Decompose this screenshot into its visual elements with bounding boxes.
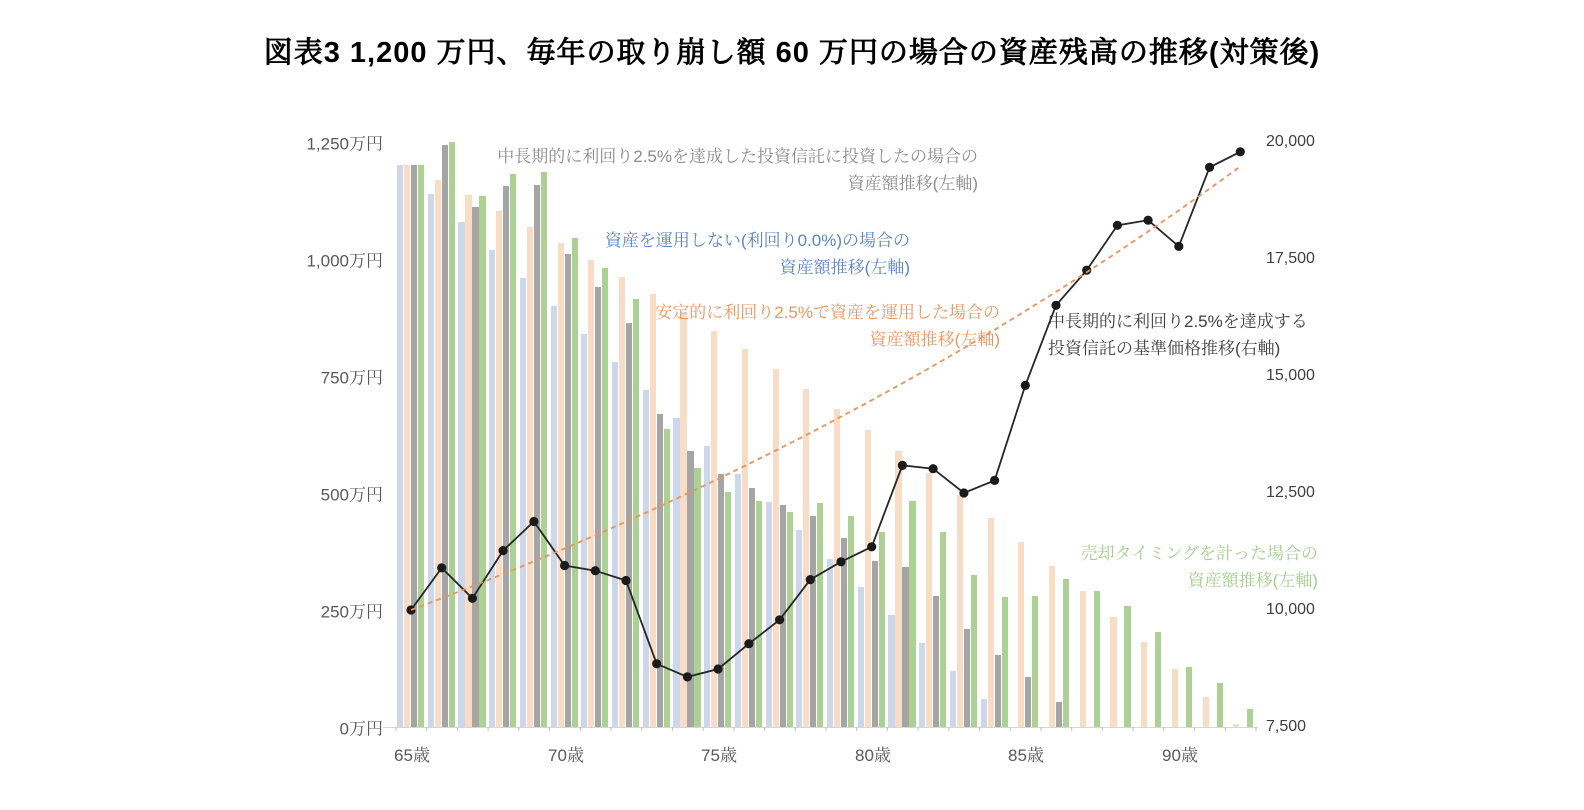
bar xyxy=(551,306,557,727)
bar xyxy=(472,207,478,727)
bar xyxy=(711,331,717,727)
bar xyxy=(725,492,731,727)
left-axis-tick-label: 1,000万円 xyxy=(306,251,383,271)
bar xyxy=(449,142,455,727)
bar xyxy=(612,362,618,727)
x-axis-tick-label: 80歳 xyxy=(855,746,891,765)
bar xyxy=(704,446,710,727)
bar xyxy=(397,165,403,727)
bar xyxy=(1080,591,1086,727)
bar xyxy=(735,474,741,727)
bar xyxy=(694,468,700,727)
right-axis-tick-label: 15,000 xyxy=(1266,367,1315,384)
annotation-fund-invested xyxy=(497,143,978,197)
bar xyxy=(565,254,571,727)
bar xyxy=(1032,596,1038,727)
bar xyxy=(879,532,885,727)
fund-price-marker xyxy=(1205,163,1214,172)
bar xyxy=(902,567,908,727)
bar xyxy=(756,501,762,728)
bar xyxy=(1141,642,1147,727)
bar xyxy=(841,538,847,728)
bar xyxy=(527,227,533,727)
bar xyxy=(817,503,823,727)
bar xyxy=(981,699,987,727)
bar xyxy=(581,334,587,727)
bar xyxy=(827,559,833,728)
bar xyxy=(1002,597,1008,727)
bar xyxy=(496,211,502,727)
bar xyxy=(595,287,601,727)
bar xyxy=(520,278,526,727)
bar xyxy=(657,414,663,727)
bar xyxy=(1056,702,1062,727)
x-axis-line xyxy=(383,727,1258,728)
bar xyxy=(872,561,878,727)
annotation-line: 投資信託の基準価格推移(右軸) xyxy=(1048,339,1281,358)
bar xyxy=(742,349,748,727)
bar xyxy=(687,451,693,727)
bar xyxy=(1155,632,1161,728)
bar xyxy=(650,294,656,727)
bar xyxy=(848,516,854,727)
bar xyxy=(909,501,915,728)
fund-price-marker xyxy=(1082,266,1091,275)
bar xyxy=(919,643,925,727)
bar xyxy=(749,488,755,727)
x-axis-tick-label: 85歳 xyxy=(1008,746,1044,765)
bar xyxy=(803,389,809,727)
right-axis-tick-label: 20,000 xyxy=(1266,133,1315,150)
bar xyxy=(964,629,970,727)
fund-price-marker xyxy=(990,476,999,485)
bar xyxy=(1233,724,1239,727)
left-axis-tick-label: 500万円 xyxy=(320,485,383,505)
bar xyxy=(787,512,793,727)
bar xyxy=(418,165,424,727)
bar xyxy=(1049,566,1055,727)
bar xyxy=(1172,669,1178,727)
x-axis-tick-label: 90歳 xyxy=(1162,746,1198,765)
bar xyxy=(479,196,485,727)
left-axis-tick-label: 250万円 xyxy=(320,602,383,622)
bar xyxy=(858,587,864,727)
fund-price-marker xyxy=(1144,216,1153,225)
left-axis-tick-label: 750万円 xyxy=(320,368,383,388)
bar xyxy=(680,312,686,727)
fund-price-marker xyxy=(1236,147,1245,156)
annotation-line: 安定的に利回り2.5%で資産を運用した場合の xyxy=(655,303,1000,322)
fund-price-marker xyxy=(929,464,938,473)
bar xyxy=(534,185,540,727)
left-axis-tick-label: 1,250万円 xyxy=(306,134,383,154)
bar xyxy=(404,165,410,727)
fund-price-marker xyxy=(1021,381,1030,390)
annotation-line: 資産額推移(左軸) xyxy=(1187,571,1318,590)
bar xyxy=(626,323,632,727)
bar xyxy=(773,369,779,727)
bar xyxy=(1186,667,1192,727)
bar xyxy=(988,518,994,727)
right-axis-tick-label: 7,500 xyxy=(1266,718,1307,735)
bar xyxy=(810,516,816,727)
bar xyxy=(926,473,932,727)
bar xyxy=(888,615,894,727)
bar xyxy=(780,505,786,727)
bar xyxy=(510,174,516,727)
annotation-line: 中長期的に利回り2.5%を達成した投資信託に投資したの場合の xyxy=(497,147,978,166)
bar xyxy=(633,299,639,727)
annotation-line: 資産額推移(左軸) xyxy=(869,330,1000,349)
bar xyxy=(933,596,939,727)
bar xyxy=(643,390,649,727)
annotation-line: 資産額推移(左軸) xyxy=(847,174,978,193)
chart-title: 図表3 1,200 万円、毎年の取り崩し額 60 万円の場合の資産残高の推移(対策後) xyxy=(263,37,1321,69)
bar xyxy=(673,418,679,727)
bar xyxy=(1203,697,1209,727)
x-axis-tick-label: 75歳 xyxy=(701,746,737,765)
bar xyxy=(619,277,625,727)
bar xyxy=(664,429,670,727)
annotation-line: 売却タイミングを計った場合の xyxy=(1080,544,1318,563)
right-axis-tick-label: 17,500 xyxy=(1266,250,1315,267)
bar xyxy=(428,194,434,728)
right-axis-tick-label: 12,500 xyxy=(1266,484,1315,501)
bar xyxy=(895,451,901,727)
bar xyxy=(465,195,471,727)
bar xyxy=(1247,709,1253,727)
bar xyxy=(572,238,578,727)
fund-price-marker xyxy=(1174,242,1183,251)
bar xyxy=(1018,542,1024,727)
bar xyxy=(995,655,1001,727)
bar xyxy=(541,172,547,727)
bar xyxy=(1124,606,1130,727)
bar xyxy=(442,145,448,727)
bar xyxy=(1217,683,1223,727)
annotation-line: 資産を運用しない(利回り0.0%)の場合の xyxy=(604,231,910,250)
bar xyxy=(558,243,564,727)
annotation-fund-price xyxy=(1048,308,1308,362)
x-axis-tick-label: 65歳 xyxy=(394,746,430,765)
annotation-sell-timing xyxy=(1081,540,1318,594)
bar xyxy=(503,186,509,728)
bar xyxy=(411,165,417,727)
bar xyxy=(766,502,772,727)
annotation-stable-return xyxy=(655,299,1000,353)
bar xyxy=(1063,579,1069,727)
fund-price-marker xyxy=(1113,221,1122,230)
left-axis-tick-label: 0万円 xyxy=(339,719,383,739)
annotation-line: 資産額推移(左軸) xyxy=(779,258,910,277)
right-axis-tick-label: 10,000 xyxy=(1266,601,1315,618)
bar xyxy=(796,530,802,727)
bar xyxy=(458,222,464,727)
bar xyxy=(602,268,608,727)
bar xyxy=(718,474,724,727)
x-axis-tick-label: 70歳 xyxy=(548,746,584,765)
bar xyxy=(971,575,977,727)
bar xyxy=(1110,617,1116,727)
bar xyxy=(940,532,946,727)
bar xyxy=(950,671,956,727)
bar xyxy=(1094,591,1100,727)
bar xyxy=(435,180,441,727)
bar xyxy=(834,409,840,727)
bar xyxy=(865,430,871,727)
bar xyxy=(957,495,963,727)
bar xyxy=(588,260,594,728)
bar xyxy=(489,250,495,727)
bar xyxy=(1025,677,1031,728)
annotation-no-investment xyxy=(605,227,910,281)
annotation-line: 中長期的に利回り2.5%を達成する xyxy=(1048,312,1308,331)
